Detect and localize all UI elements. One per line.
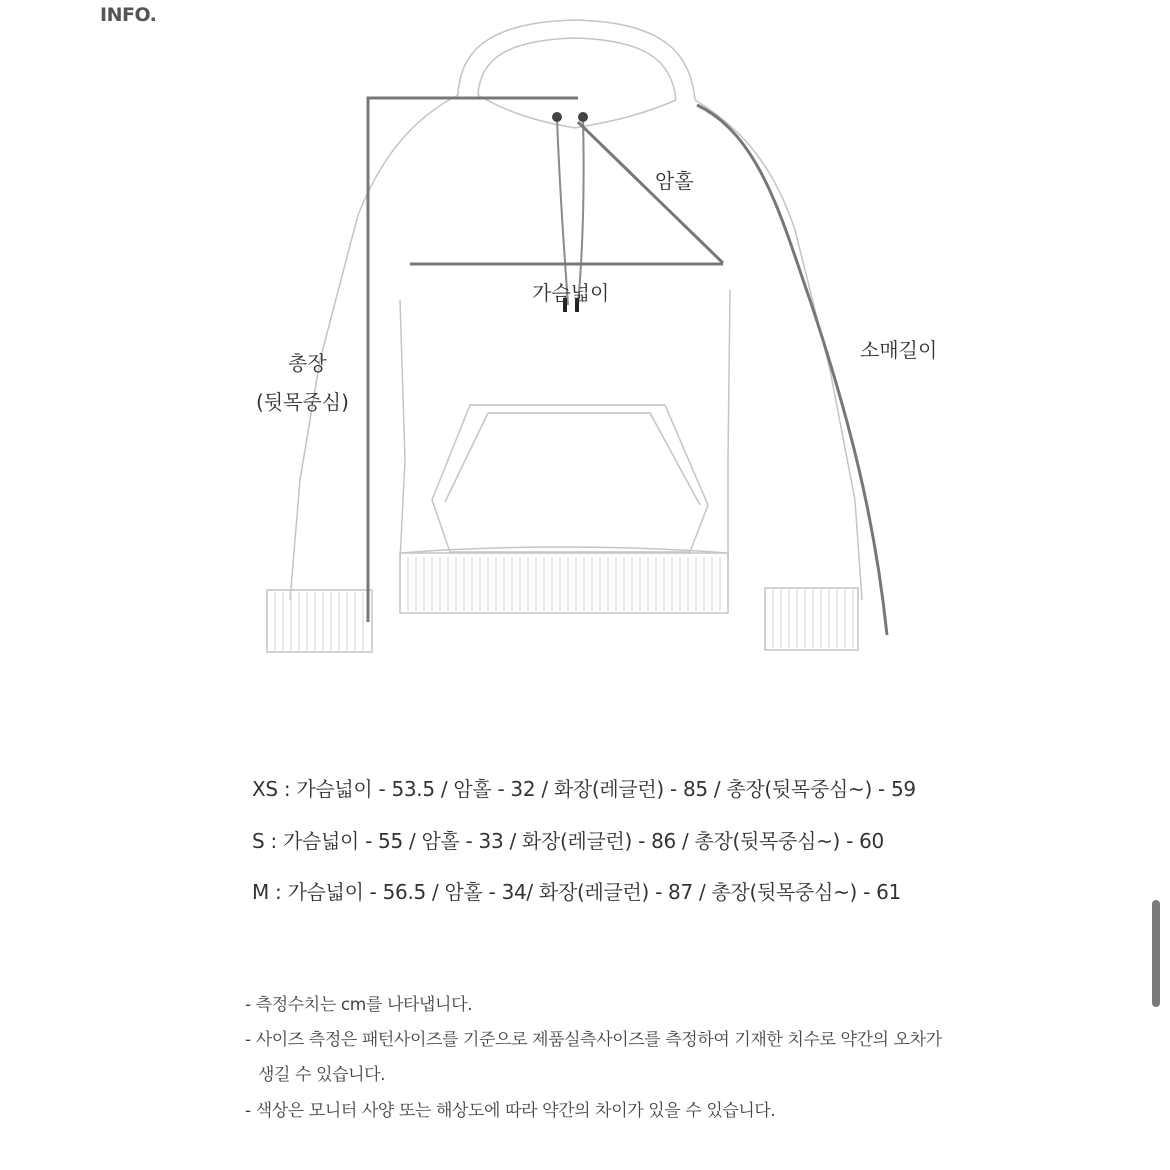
sleeve-length-label: 소매길이: [860, 338, 938, 362]
info-title: INFO.: [100, 4, 157, 26]
total-length-label: 총장: [288, 351, 327, 375]
size-row-s: S : 가슴넓이 - 55 / 암홀 - 33 / 화장(레글런) - 86 / 총장(뒷목중심~) - 60: [252, 829, 884, 853]
size-row-m: M : 가슴넓이 - 56.5 / 암홀 - 34/ 화장(레글런) - 87 / 총장(뒷목중심~) - 61: [252, 880, 901, 904]
note-unit: - 측정수치는 cm를 나타냅니다.: [245, 995, 473, 1015]
armhole-label: 암홀: [655, 169, 694, 193]
scrollbar-thumb[interactable]: [1152, 900, 1160, 1007]
total-length-sub-label: (뒷목중심): [256, 390, 349, 414]
note-measurement-cont: 생길 수 있습니다.: [258, 1065, 386, 1085]
chest-width-label: 가슴넓이: [532, 281, 610, 305]
measurement-lines: [368, 98, 887, 635]
size-row-xs: XS : 가슴넓이 - 53.5 / 암홀 - 32 / 화장(레글런) - 85 / 총장(뒷목중심~) - 59: [252, 777, 916, 801]
ribbing-lines: [275, 557, 853, 650]
hoodie-outline: [267, 20, 862, 652]
note-color: - 색상은 모니터 사양 또는 해상도에 따라 약간의 차이가 있을 수 있습니다.: [245, 1101, 776, 1121]
note-measurement: - 사이즈 측정은 패턴사이즈를 기준으로 제품실측사이즈를 측정하여 기재한 치수로 약간의 오차가: [245, 1030, 942, 1050]
